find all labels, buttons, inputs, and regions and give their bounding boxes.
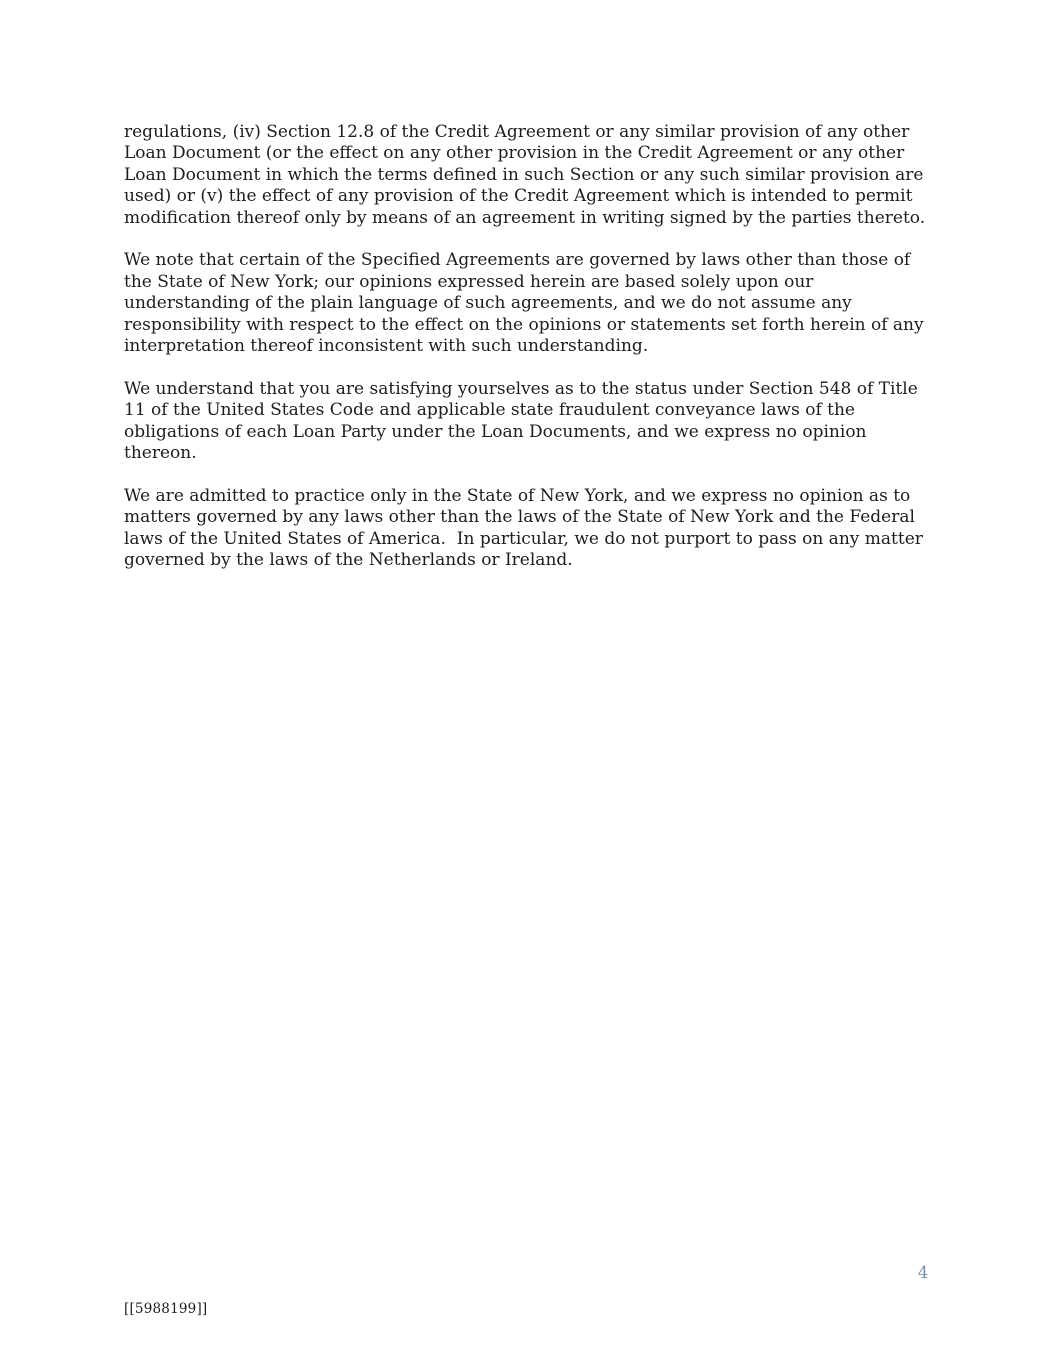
page-number: 4 — [917, 1263, 929, 1283]
document-body — [124, 122, 934, 593]
paragraph-admitted-to-practice: We are admitted to practice only in the State of New York, and we express no opinion as to matters governed by any laws other than the laws of the State of New York and the Federal laws of the United States of America. In particular, we do not purport to pass on any matter governed by the laws of the Netherlands or Ireland. — [124, 485, 929, 571]
document-id-stamp: [[5988199]] — [124, 1301, 208, 1317]
paragraph-regulations-clause: regulations, (iv) Section 12.8 of the Credit Agreement or any similar provision of any other Loan Document (or the effect on any other provision in the Credit Agreement or any other Loan Document in which the terms defined in such Section or any such similar provision are used) or (v) the effect of any provision of the Credit Agreement which is intended to permit modification thereof only by means of an agreement in writing signed by the parties thereto. — [124, 122, 929, 228]
paragraph-specified-agreements: We note that certain of the Specified Agreements are governed by laws other than those of the State of New York; our opinions expressed herein are based solely upon our understanding of the plain language of such agreements, and we do not assume any responsibility with respect to the effect on the opinions or statements set forth herein of any interpretation thereof inconsistent with such understanding. — [124, 250, 930, 357]
paragraph-section-548: We understand that you are satisfying yourselves as to the status under Section 548 of Title 11 of the United States Code and applicable state fraudulent conveyance laws of the obligations of each Loan Party under the Loan Documents, and we express no opinion thereon. — [124, 378, 924, 464]
